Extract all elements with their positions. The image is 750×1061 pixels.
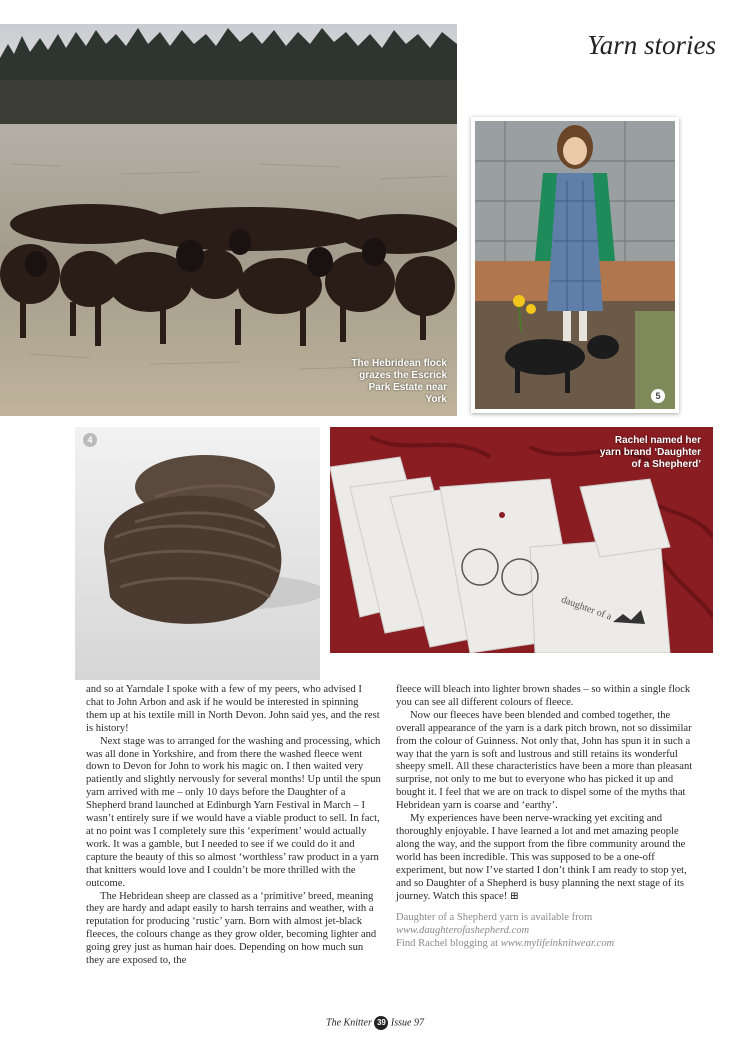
page-footer (0, 1016, 750, 1030)
blog-credit-label: Find Rachel blogging at (396, 938, 499, 950)
flock-photo (0, 24, 457, 416)
blog-credit (396, 938, 696, 951)
end-mark-icon: ⊞ (509, 890, 519, 902)
flock-caption: The Hebridean flock grazes the Escrick Park Estate near York (351, 358, 447, 405)
section-title: Yarn stories (587, 30, 716, 60)
page-number: 39 (374, 1016, 388, 1030)
paragraph: fleece will bleach into lighter brown shades – so within a single flock you can see all different colours of fleece. (396, 684, 691, 708)
body-column-right (396, 684, 696, 951)
paragraph: and so at Yarndale I spoke with a few of my peers, who advised I chat to John Arbon and ask if he would be interested in spinning them up at his textile mill in North Devon. John said yes, and the rest is history! (86, 684, 380, 734)
paragraph: The Hebridean sheep are classed as a ‘primitive’ breed, meaning they are hardy and adapt easily to harsh terrains and weather, with a reputation for producing ‘rustic’ yarn. Born with almost jet-black fleeces, the colours change as they grow older, becoming lighter and going grey just as human hair does. Depending on how much sun they are exposed to, the (86, 890, 377, 967)
girl-lamb-photo (471, 117, 679, 413)
paragraph (396, 813, 696, 903)
credit-line: Daughter of a Shepherd yarn is available from (396, 912, 593, 924)
blog-link[interactable]: www.mylifeinknitwear.com (500, 938, 615, 950)
magazine-name: The Knitter (326, 1017, 372, 1029)
photo-number-badge: 5 (651, 389, 665, 403)
girl-lamb-illustration (475, 121, 675, 409)
tags-caption: Rachel named her yarn brand ‘Daughter of a Shepherd’ (599, 435, 701, 470)
paragraph-text: My experiences have been nerve-wracking yet exciting and thoroughly enjoyable. I have learned a lot and met amazing people along the way, and the support from the fibre community around the world has been incredible. This was supposed to be a one-off experiment, but now I’ve started I don’t think I am ready to stop yet, and so Daughter of a Shepherd is busy planning the next stage of its journey. Watch this space! (396, 813, 687, 902)
tag-brand-text: daughter of a (559, 594, 614, 623)
body-column-left (86, 684, 382, 968)
paragraph: Now our fleeces have been blended and combed together, the overall appearance of the yarn is a dark pitch brown, not so dissimilar from the colour of Guinness. Not only that, John has spun it in such a way that the yarn is soft and lustrous and still retains its wonderful sheepy smell. All these characteristics have been a more than pleasant surprise, not only to me but to everyone who has picked it up and bought it. I feel that we are on track to dispel some of the myths that Hebridean yarn is coarse and ‘earthy’. (396, 709, 693, 812)
shop-link[interactable]: www.daughterofashepherd.com (396, 925, 530, 937)
issue-number: Issue 97 (390, 1017, 424, 1029)
yarn-tags-photo (330, 427, 713, 653)
photo-number-badge: 4 (83, 433, 97, 447)
yarn-skein-photo (75, 427, 320, 680)
paragraph: Next stage was to arranged for the washing and processing, which was all done in Yorkshire, and from there the washed fleece went down to Devon for John to work his magic on. I then waited very patiently and slightly nervously for several months! Up until the spun yarn arrived with me – only 10 days before the Daughter of a Shepherd brand launched at Edinburgh Yarn Festival in March – I wasn’t entirely sure if we would have a viable product to sell. In fact, at no point was I completely sure this ‘experiment’ would actually work. It was a gamble, but I needed to see if we could do it and capture the beauty of this so almost ‘worthless’ raw product in a yarn that knitters would love and I couldn’t be more thrilled with the outcome. (86, 735, 381, 889)
yarn-skein-illustration (75, 427, 320, 680)
